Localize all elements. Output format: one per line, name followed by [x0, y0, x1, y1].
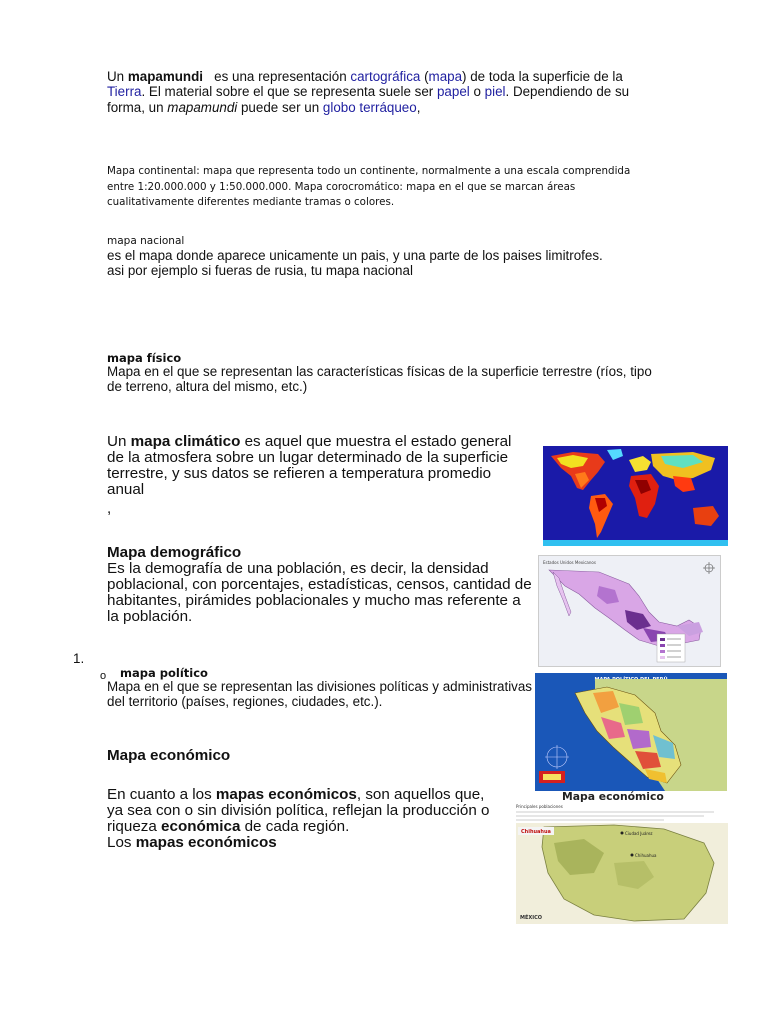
text: , [416, 99, 421, 115]
demografico-heading: Mapa demográfico [107, 544, 242, 561]
chihuahua-city-label: Chihuahua [635, 853, 657, 858]
chihuahua-header: Principales poblaciones [516, 804, 563, 809]
nacional-heading: mapa nacional [107, 235, 185, 247]
list-bullet: o [100, 670, 107, 682]
term-mapas-economicos: mapas económicos [215, 786, 357, 803]
term-mapamundi-italic: mapamundi [167, 99, 238, 115]
term-mapas-economicos-2: mapas económicos [135, 834, 277, 851]
fisico-paragraph: Mapa en el que se representan las características físicas de la superficie terrestre (ríos, tipo de terreno, altura del mismo, etc.) [107, 364, 652, 394]
svg-text:Estados Unidos Mexicanos: Estados Unidos Mexicanos [543, 560, 596, 565]
continental-paragraph: Mapa continental: mapa que representa todo un continente, normalmente a una escala comprendida entre 1:20.000.000 y 1:50.000.000. Mapa corocromático: mapa en el que se marcan áreas cualitativamente diferentes mediante tramas o colores. [107, 165, 631, 208]
economic-map-image [514, 803, 728, 924]
link-mapa[interactable]: mapa [428, 69, 463, 84]
text: En cuanto a los [107, 786, 216, 803]
text: . El material sobre el que se representa suele ser [141, 84, 437, 100]
political-map-image [535, 673, 727, 791]
text: de cada región. [240, 818, 350, 835]
text: Los [107, 834, 136, 851]
nacional-text-2: asi por ejemplo si fueras de rusia, tu mapa nacional [107, 262, 413, 278]
text: puede ser un [237, 99, 323, 115]
intro-paragraph [107, 69, 652, 115]
link-tierra[interactable]: Tierra [107, 84, 142, 100]
link-globo-terraqueo[interactable]: globo terráqueo [322, 99, 417, 115]
text: es una representación [203, 69, 351, 84]
term-economica: económica [161, 818, 241, 835]
text: Un [107, 69, 128, 84]
link-cartografica[interactable]: cartográfica [350, 69, 421, 84]
link-piel[interactable]: piel [484, 84, 506, 100]
economico-paragraph [107, 787, 502, 851]
demografico-paragraph: Es la demografía de una población, es decir, la densidad poblacional, con porcentajes, estadísticas, censos, cantidad de habitantes, pirámides poblacionales y mucho mas referente a la población. [107, 560, 532, 625]
link-papel[interactable]: papel [436, 84, 470, 100]
text: o [469, 84, 485, 100]
text: Un [107, 433, 131, 450]
economic-map-caption: Mapa económico [562, 790, 664, 803]
term-mapa-climatico: mapa climático [130, 433, 241, 450]
economico-heading: Mapa económico [107, 747, 231, 764]
climatico-paragraph [107, 434, 532, 498]
text: es aquel que muestra el estado general de la atmosfera sobre un lugar determinado de la superficie terrestre, y sus datos se refieren a temperatura promedio anual [107, 433, 512, 498]
ciudad-juarez-label: Ciudad Juárez [625, 831, 653, 836]
mexico-label: MÉXICO [520, 915, 543, 921]
text: ) de toda la superficie de la [462, 69, 623, 84]
text: , son aquellos que, ya sea con o sin división política, reflejan la producción o riqueza [107, 786, 490, 835]
text: . Dependiendo de su forma, un [107, 84, 630, 115]
fisico-heading: mapa físico [107, 351, 182, 365]
nacional-paragraph [107, 249, 647, 279]
politico-heading: mapa político [120, 666, 208, 680]
nacional-text: es el mapa donde aparece unicamente un pais, y una parte de los paises limitrofes. [107, 248, 603, 263]
chihuahua-label: Chihuahua [521, 829, 551, 835]
term-mapamundi: mapamundi [127, 69, 203, 84]
stray-comma: , [107, 500, 112, 517]
list-number: 1. [73, 651, 85, 666]
demographic-map-image [538, 555, 721, 667]
text: ( [420, 69, 429, 84]
climate-map-image [543, 446, 728, 546]
politico-paragraph: Mapa en el que se representan las divisiones políticas y administrativas del territorio (países, regiones, ciudades, etc.). [107, 679, 533, 709]
